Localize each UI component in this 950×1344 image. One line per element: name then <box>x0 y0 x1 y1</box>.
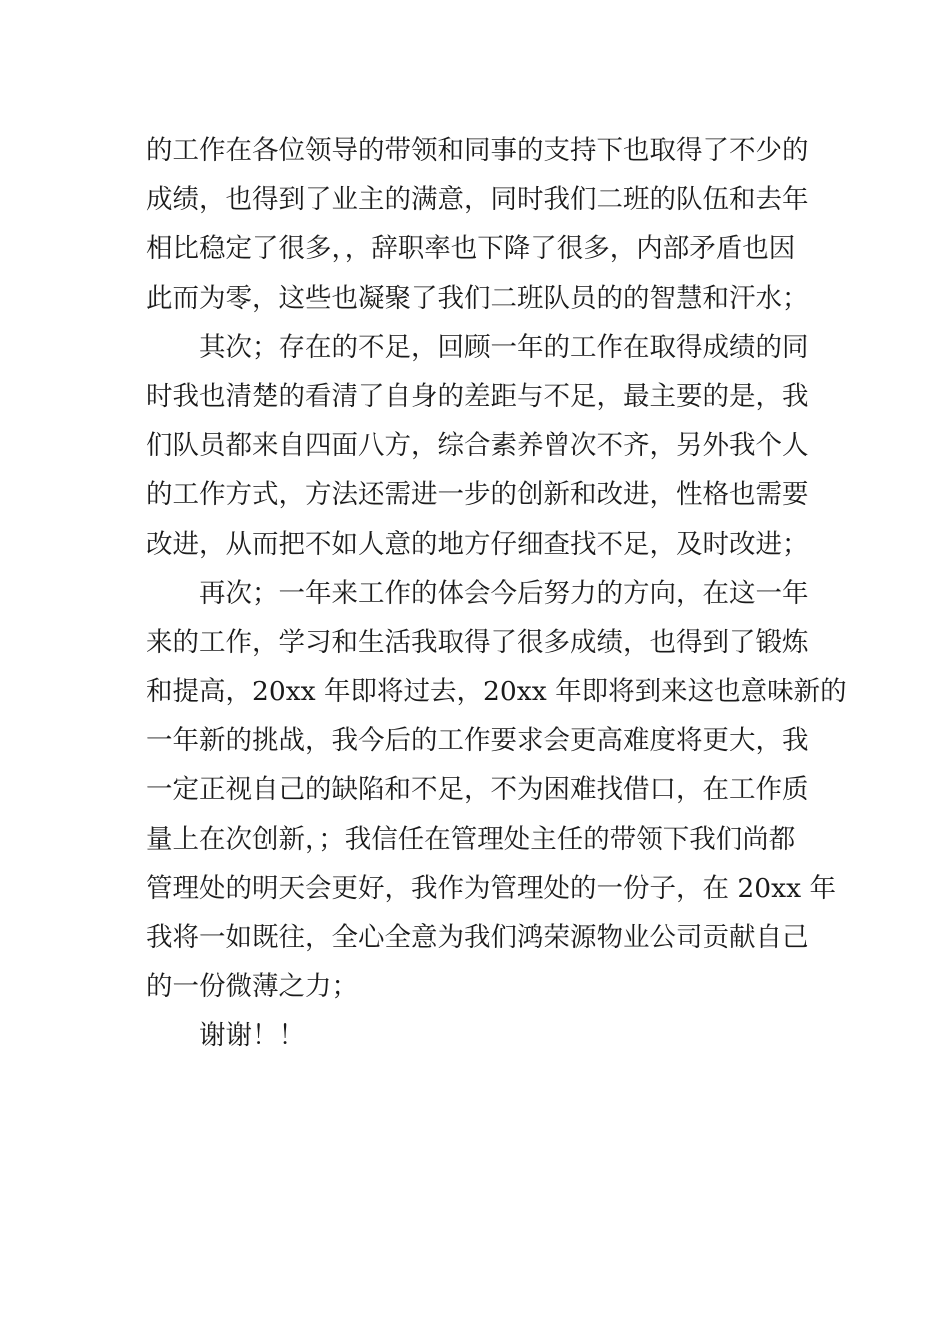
text-line: 来的工作，学习和生活我取得了很多成绩，也得到了锻炼 <box>146 626 809 658</box>
text-line: 量上在次创新，；我信任在管理处主任的带领下我们尚都 <box>146 823 796 855</box>
text-line: 相比稳定了很多，，辞职率也下降了很多，内部矛盾也因 <box>146 233 796 265</box>
text-line: 和提高，20xx 年即将过去，20xx 年即将到来这也意味新的 <box>146 676 847 708</box>
text-line: 我将一如既往，全心全意为我们鸿荣源物业公司贡献自己 <box>146 922 809 953</box>
text-line: 成绩，也得到了业主的满意，同时我们二班的队伍和去年 <box>146 184 809 216</box>
text-line: 改进，从而把不如人意的地方仔细查找不足，及时改进； <box>146 528 809 560</box>
closing-thanks: 谢谢！！ <box>199 1020 305 1052</box>
text-line: 们队员都来自四面八方，综合素养曾次不齐，另外我个人 <box>146 430 809 462</box>
text-line: 此而为零，这些也凝聚了我们二班队员的的智慧和汗水； <box>146 282 809 314</box>
text-line: 的工作在各位领导的带领和同事的支持下也取得了不少的 <box>146 135 809 166</box>
paragraph-start-line: 再次；一年来工作的体会今后努力的方向，在这一年 <box>199 577 809 609</box>
text-line: 的工作方式，方法还需进一步的创新和改进，性格也需要 <box>146 479 809 511</box>
text-line: 一定正视自己的缺陷和不足，不为困难找借口，在工作质 <box>146 774 809 806</box>
text-line: 的一份微薄之力； <box>146 971 358 1003</box>
body-text <box>146 126 847 1061</box>
text-line: 一年新的挑战，我今后的工作要求会更高难度将更大，我 <box>146 725 809 757</box>
text-line: 管理处的明天会更好，我作为管理处的一份子，在 20xx 年 <box>146 872 836 904</box>
text-line: 时我也清楚的看清了自身的差距与不足，最主要的是，我 <box>146 380 809 412</box>
paragraph-start-line: 其次；存在的不足，回顾一年的工作在取得成绩的同 <box>199 331 809 363</box>
